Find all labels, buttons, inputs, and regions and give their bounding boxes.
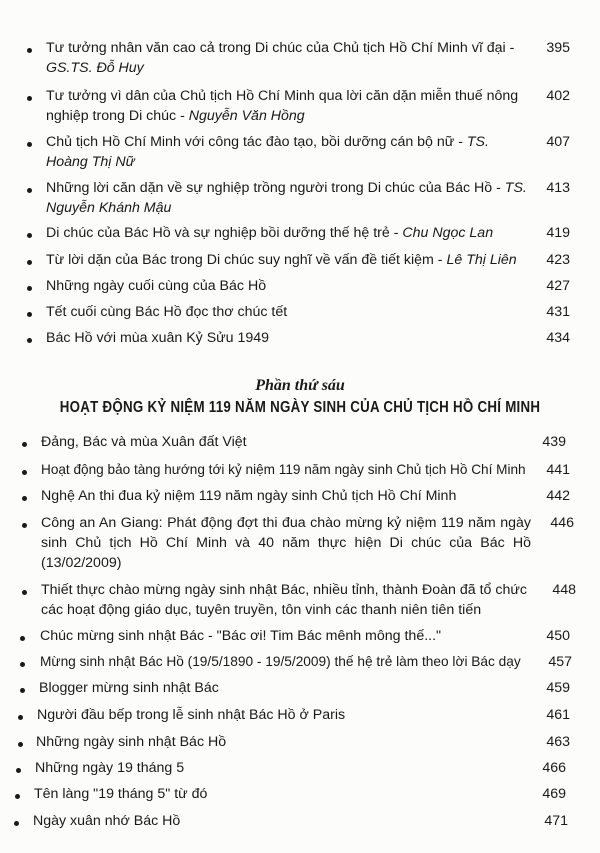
entry-author: Lê Thị Liên [446,252,517,268]
bullet-icon [22,442,27,447]
entry-title: Những ngày 19 tháng 5 [35,760,185,776]
entry-author: Chu Ngọc Lan [402,225,494,241]
entry-page-number: 419 [546,225,570,241]
entry-title [46,178,530,218]
entry-title: Những ngày sinh nhật Bác Hồ [36,734,227,750]
entry-author: TS. Hoàng Thị Nữ [46,134,489,170]
bullet-icon [27,260,32,265]
entry-page-number: 463 [546,734,570,750]
entry-title: Người đầu bếp trong lễ sinh nhật Bác Hồ ở Paris [37,707,346,723]
bullet-icon [20,636,25,641]
entry-title [46,38,536,78]
entry-page-number: 466 [542,760,566,776]
entry-title: Blogger mừng sinh nhật Bác [39,680,219,696]
bullet-icon [18,742,23,747]
entry-page-number: 431 [546,304,570,320]
entry-page-number: 434 [546,330,570,346]
entry-title [46,276,526,296]
entry-title [46,132,530,172]
entry-page-number: 450 [546,628,570,644]
section-label: Phần thứ sáu [255,377,345,394]
bullet-icon [14,821,19,826]
entry-page-number: 439 [542,434,566,450]
bullet-icon [20,688,25,693]
entry-title-text: Di chúc của Bác Hồ và sự nghiệp bồi dưỡng thế hệ trẻ - [46,225,403,241]
bullet-icon [27,233,32,238]
entry-page-number: 395 [546,40,570,56]
entry-author: TS. Nguyễn Khánh Mậu [46,180,527,216]
entry-title-text: Chủ tịch Hồ Chí Minh với công tác đào tạo, bồi dưỡng cán bộ nữ - [46,134,467,150]
bullet-icon [27,338,32,343]
entry-page-number: 469 [542,786,566,802]
entry-title-text: Tư tưởng vì dân của Chủ tịch Hồ Chí Minh qua lời căn dặn miễn thuế nông nghiệp trong Di chúc - [46,88,519,124]
entry-page-number: 448 [552,582,576,598]
bullet-icon [27,188,32,193]
bullet-icon [16,768,21,773]
entry-title [46,302,526,322]
entry-page-number: 427 [546,278,570,294]
entry-title [46,86,536,126]
entry-title [46,328,526,348]
entry-title-text: Bác Hồ với mùa xuân Kỷ Sửu 1949 [46,330,270,346]
entry-author: Nguyễn Văn Hồng [188,108,305,124]
entry-title: Mừng sinh nhật Bác Hồ (19/5/1890 - 19/5/2009) thế hệ trẻ làm theo lời Bác dạy [40,654,521,669]
entry-title: Hoạt động bảo tàng hướng tới kỷ niệm 119 năm ngày sinh Chủ tịch Hồ Chí Minh [41,462,526,477]
section-heading: HOẠT ĐỘNG KỶ NIỆM 119 NĂM NGÀY SINH CỦA CHỦ TỊCH HỒ CHÍ MINH [59,399,541,416]
bullet-icon [15,794,20,799]
entry-page-number: 461 [546,707,570,723]
entry-title-text: Những ngày cuối cùng của Bác Hồ [46,278,267,294]
entry-title: Nghệ An thi đua kỷ niệm 119 năm ngày sinh Chủ tịch Hồ Chí Minh [41,488,457,504]
entry-title [46,250,536,270]
bullet-icon [22,590,27,595]
entry-page-number: 423 [546,252,570,268]
entry-title-text: Tư tưởng nhân văn cao cả trong Di chúc của Chủ tịch Hồ Chí Minh vĩ đại - [46,40,515,56]
entry-page-number: 442 [546,488,570,504]
entry-author: GS.TS. Đỗ Huy [46,60,144,76]
bullet-icon [27,312,32,317]
bullet-icon [27,286,32,291]
entry-title: Thiết thực chào mừng ngày sinh nhật Bác, nhiều tỉnh, thành Đoàn đã tổ chức các hoạt động giáo dục, tuyên truyền, tôn vinh các thanh niên tiên tiến [41,582,527,618]
entry-page-number: 457 [548,654,572,670]
entry-page-number: 441 [546,462,570,478]
entry-title: Công an An Giang: Phát động đợt thi đua chào mừng kỷ niệm 119 năm ngày sinh Chủ tịch Hồ Chí Minh và 40 năm thực hiện Di chúc của Bác Hồ (13/02/2009) [41,515,531,571]
bullet-icon [27,142,32,147]
entry-title: Tên làng "19 tháng 5" từ đó [34,786,208,802]
bullet-icon [18,715,23,720]
bullet-icon [27,48,32,53]
bullet-icon [22,523,27,528]
entry-page-number: 459 [546,680,570,696]
entry-title-text: Tết cuối cùng Bác Hồ đọc thơ chúc tết [46,304,288,320]
entry-title: Chúc mừng sinh nhật Bác - "Bác ơi! Tim Bác mênh mông thế..." [40,628,442,644]
entry-title [46,223,536,243]
entry-page-number: 402 [546,88,570,104]
bullet-icon [22,496,27,501]
entry-page-number: 446 [550,515,574,531]
entry-page-number: 413 [546,180,570,196]
entry-page-number: 471 [544,813,568,829]
bullet-icon [20,662,25,667]
entry-page-number: 407 [546,134,570,150]
entry-title: Ngày xuân nhớ Bác Hồ [33,813,181,829]
entry-title-text: Từ lời dặn của Bác trong Di chúc suy nghĩ về vấn đề tiết kiệm - [46,252,447,268]
bullet-icon [22,470,27,475]
entry-title-text: Những lời căn dặn về sự nghiệp trồng người trong Di chúc của Bác Hồ - [46,180,505,196]
entry-title: Đảng, Bác và mùa Xuân đất Việt [41,434,247,450]
bullet-icon [27,96,32,101]
